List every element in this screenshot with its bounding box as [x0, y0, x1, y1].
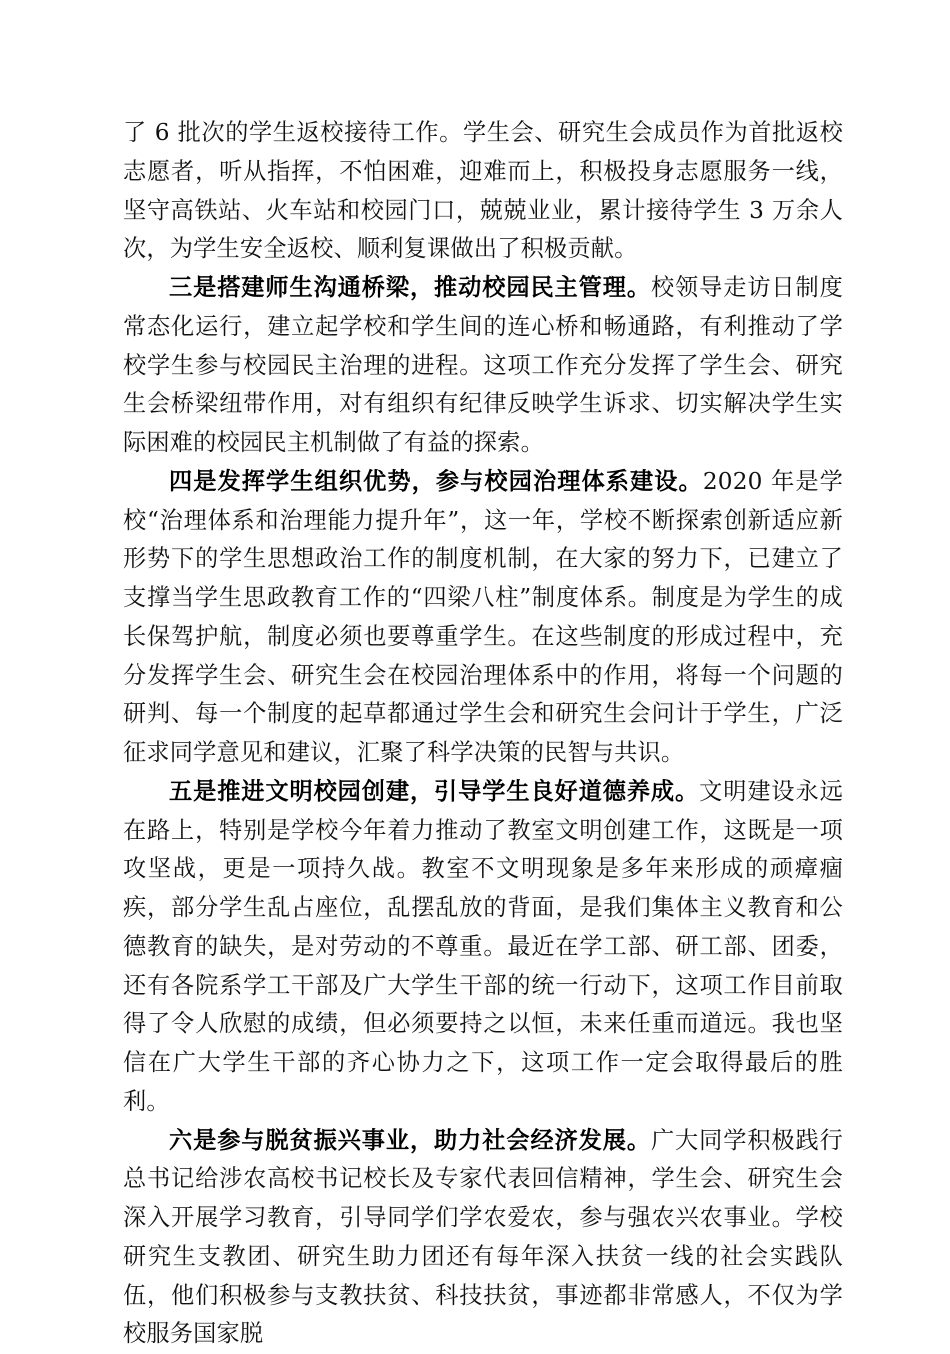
paragraph-poverty-alleviation: [123, 1122, 843, 1354]
paragraph-heading: 四是发挥学生组织优势，参与校园治理体系建设。: [169, 468, 703, 495]
paragraph-text: 文明建设永远在路上，特别是学校今年着力推动了教室文明创建工作，这既是一项攻坚战，更是一项持久战。教室不文明现象是多年来形成的顽瘴痼疾，部分学生乱占座位，乱摆乱放的背面，是我们集体主义教育和公德教育的缺失，是对劳动的不尊重。最近在学工部、研工部、团委，还有各院系学工干部及广大学生干部的统一行动下，这项工作目前取得了令人欣慰的成绩，但必须要持之以恒，未来任重而道远。我也坚信在广大学生干部的齐心协力之下，这项工作一定会取得最后的胜利。: [123, 778, 843, 1115]
paragraph-text: 了 6 批次的学生返校接待工作。学生会、研究生会成员作为首批返校志愿者，听从指挥，不怕困难，迎难而上，积极投身志愿服务一线，坚守高铁站、火车站和校园门口，兢兢业业，累计接待学生 3 万余人次，为学生安全返校、顺利复课做出了积极贡献。: [123, 119, 843, 262]
paragraph-text: 2020 年是学校“治理体系和治理能力提升年”，这一年，学校不断探索创新适应新形势下的学生思想政治工作的制度机制，在大家的努力下，已建立了支撑当学生思政教育工作的“四梁八柱”制度体系。制度是为学生的成长保驾护航，制度必须也要尊重学生。在这些制度的形成过程中，充分发挥学生会、研究生会在校园治理体系中的作用，将每一个问题的研判、每一个制度的起草都通过学生会和研究生会问计于学生，广泛征求同学意见和建议，汇聚了科学决策的民智与共识。: [123, 468, 843, 766]
paragraph-heading: 六是参与脱贫振兴事业，助力社会经济发展。: [169, 1127, 651, 1154]
paragraph-communication-bridge: [123, 269, 843, 463]
paragraph-student-return: [123, 114, 843, 269]
paragraph-text: 校领导走访日制度常态化运行，建立起学校和学生间的连心桥和畅通路，有利推动了学校学生参与校园民主治理的进程。这项工作充分发挥了学生会、研究生会桥梁纽带作用，对有组织有纪律反映学生诉求、切实解决学生实际困难的校园民主机制做了有益的探索。: [123, 274, 843, 456]
paragraph-heading: 五是推进文明校园创建，引导学生良好道德养成。: [169, 778, 699, 805]
paragraph-governance-system: [123, 463, 843, 773]
paragraph-heading: 三是搭建师生沟通桥梁，推动校园民主管理。: [169, 274, 651, 301]
paragraph-text: 广大同学积极践行总书记给涉农高校书记校长及专家代表回信精神，学生会、研究生会深入开展学习教育，引导同学们学农爱农，参与强农兴农事业。学校研究生支教团、研究生助力团还有每年深入扶贫一线的社会实践队伍，他们积极参与支教扶贫、科技扶贫，事迹都非常感人，不仅为学校服务国家脱: [123, 1127, 843, 1348]
document-body: [123, 114, 843, 1354]
paragraph-civilized-campus: [123, 773, 843, 1122]
